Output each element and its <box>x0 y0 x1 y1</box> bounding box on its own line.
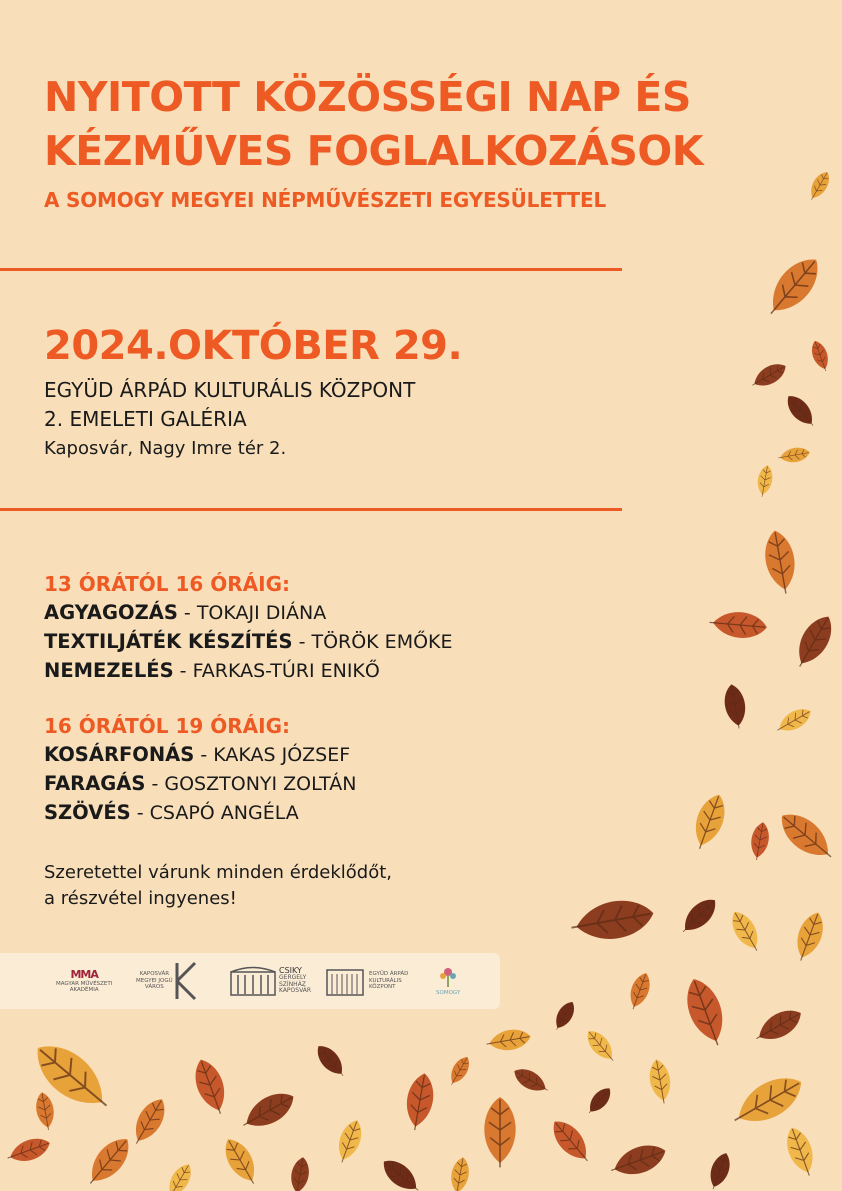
csiky-theatre-logo <box>230 961 311 1001</box>
theatre-building-icon <box>230 966 276 996</box>
session-time: 16 ÓRÁTÓL 19 ÓRÁIG: <box>44 714 291 738</box>
egyud-text-line: KULTURÁLIS <box>369 977 402 984</box>
leaf-icon <box>162 1160 196 1191</box>
leaf-icon <box>582 1026 620 1066</box>
kaposvar-k-icon <box>173 961 199 1001</box>
title-line-1: NYITOTT KÖZÖSSÉGI NAP ÉS <box>44 73 691 121</box>
leaf-icon <box>789 610 840 673</box>
leaf-icon <box>773 805 840 868</box>
kaposvar-text-line: MEGYEI JOGÚ <box>136 977 173 984</box>
activity-name: KOSÁRFONÁS <box>44 743 195 766</box>
session-evening <box>44 712 356 827</box>
leaf-icon <box>782 391 820 431</box>
leaf-icon <box>332 1117 366 1166</box>
leaf-icon <box>781 1124 820 1180</box>
leaf-icon <box>676 893 722 939</box>
venue-address: Kaposvár, Nagy Imre tér 2. <box>44 438 287 459</box>
activity-name: NEMEZELÉS <box>44 659 174 682</box>
leaf-icon <box>485 1027 533 1054</box>
leaf-icon <box>312 1041 350 1081</box>
leaf-icon <box>687 790 731 853</box>
leaf-icon <box>607 1139 670 1183</box>
venue-room: 2. EMELETI GALÉRIA <box>44 407 247 431</box>
instructor-name: KAKAS JÓZSEF <box>213 744 351 766</box>
leaf-icon <box>550 998 578 1033</box>
leaf-icon <box>288 1156 312 1191</box>
leaf-icon <box>708 610 768 641</box>
egyud-text-line: KÖZPONT <box>369 984 396 991</box>
leaf-icon <box>726 907 766 956</box>
leaf-icon <box>584 1084 615 1118</box>
flower-icon <box>436 966 460 988</box>
leaf-icon <box>402 1071 437 1132</box>
leaf-icon <box>679 974 733 1051</box>
instructor-name: TÖRÖK EMŐKE <box>311 631 453 653</box>
leaf-icon <box>755 464 775 498</box>
separator: - <box>177 602 197 624</box>
leaf-icon <box>751 1003 807 1048</box>
leaf-icon <box>510 1064 552 1098</box>
activity-name: SZÖVÉS <box>44 801 131 824</box>
mma-text-line: MAGYAR MŰVÉSZETI <box>56 980 113 987</box>
leaf-icon <box>777 445 811 465</box>
leaf-icon <box>748 359 790 393</box>
divider-bottom <box>0 508 622 511</box>
leaf-icon <box>484 1097 515 1167</box>
csiky-text-line: GERGELY <box>279 974 307 982</box>
leaf-icon <box>33 1091 57 1132</box>
leaf-icon <box>568 895 656 946</box>
event-title <box>44 70 814 178</box>
instructor-name: FARKAS-TÚRI ENIKŐ <box>192 660 380 682</box>
somogy-association-logo <box>436 961 460 1001</box>
leaf-icon <box>790 909 829 965</box>
leaf-icon <box>377 1154 424 1191</box>
egyud-text-line: EGYÜD ÁRPÁD <box>369 971 409 978</box>
venue-block <box>44 376 415 463</box>
leaf-icon <box>759 250 828 324</box>
egyud-center-logo <box>326 961 408 1001</box>
activity-name: FARAGÁS <box>44 772 146 795</box>
mma-logo <box>56 961 112 1001</box>
session-item <box>44 740 356 769</box>
csiky-text-line: SZÍNHÁZ <box>279 980 306 988</box>
leaf-icon <box>218 1134 263 1190</box>
welcome-line-1: Szeretettel várunk minden érdeklődőt, <box>44 862 393 883</box>
leaf-icon <box>705 1150 734 1191</box>
separator: - <box>130 802 150 824</box>
session-item <box>44 627 453 656</box>
leaf-icon <box>647 1058 674 1106</box>
leaf-icon <box>448 1156 472 1191</box>
venue-name: EGYÜD ÁRPÁD KULTURÁLIS KÖZPONT <box>44 378 416 402</box>
session-item <box>44 598 453 627</box>
leaf-icon <box>808 338 832 373</box>
mma-text-line: AKADÉMIA <box>69 987 99 993</box>
somogy-text-line: SOMOGY <box>436 990 461 996</box>
session-item <box>44 656 453 685</box>
separator: - <box>292 631 312 653</box>
leaf-icon <box>546 1114 596 1168</box>
leaf-icon <box>445 1053 473 1088</box>
leaf-icon <box>761 528 800 596</box>
csiky-text-line: KAPOSVÁR <box>279 987 312 995</box>
session-time: 13 ÓRÁTÓL 16 ÓRÁIG: <box>44 572 291 596</box>
activity-name: AGYAGOZÁS <box>44 601 178 624</box>
title-line-2: KÉZMŰVES FOGLALKOZÁSOK <box>44 127 704 175</box>
separator: - <box>194 744 214 766</box>
leaf-icon <box>189 1055 233 1118</box>
leaf-icon <box>625 970 654 1012</box>
event-subtitle: A SOMOGY MEGYEI NÉPMŰVÉSZETI EGYESÜLETTEL <box>44 188 607 212</box>
sponsor-logos-bar <box>0 953 500 1009</box>
session-item <box>44 769 356 798</box>
welcome-line-2: a részvétel ingyenes! <box>44 888 237 909</box>
leaf-icon <box>237 1085 300 1136</box>
leaf-icon <box>726 1067 810 1135</box>
instructor-name: GOSZTONYI ZOLTÁN <box>164 773 357 795</box>
separator: - <box>173 660 193 682</box>
leaf-icon <box>25 1033 119 1121</box>
leaf-icon <box>773 704 815 738</box>
csiky-text-line: CSIKY <box>279 966 302 976</box>
instructor-name: CSAPÓ ANGÉLA <box>149 802 299 824</box>
leaf-icon <box>80 1131 137 1191</box>
divider-top <box>0 268 622 271</box>
mma-mark: MMA <box>70 967 98 981</box>
separator: - <box>145 773 165 795</box>
session-item <box>44 798 356 827</box>
leaf-icon <box>722 683 749 731</box>
session-afternoon <box>44 570 453 685</box>
leaf-icon <box>127 1094 172 1150</box>
kaposvar-logo <box>136 961 199 1001</box>
leaf-icon <box>748 821 772 862</box>
kaposvar-text-line: VÁROS <box>144 984 164 991</box>
activity-name: TEXTILJÁTÉK KÉSZÍTÉS <box>44 630 293 653</box>
leaf-icon <box>4 1133 53 1167</box>
instructor-name: TOKAJI DIÁNA <box>196 602 327 624</box>
welcome-message <box>44 860 392 912</box>
kaposvar-text-line: KAPOSVÁR <box>139 971 170 978</box>
building-icon <box>326 966 364 996</box>
event-date: 2024.OKTÓBER 29. <box>44 323 463 369</box>
